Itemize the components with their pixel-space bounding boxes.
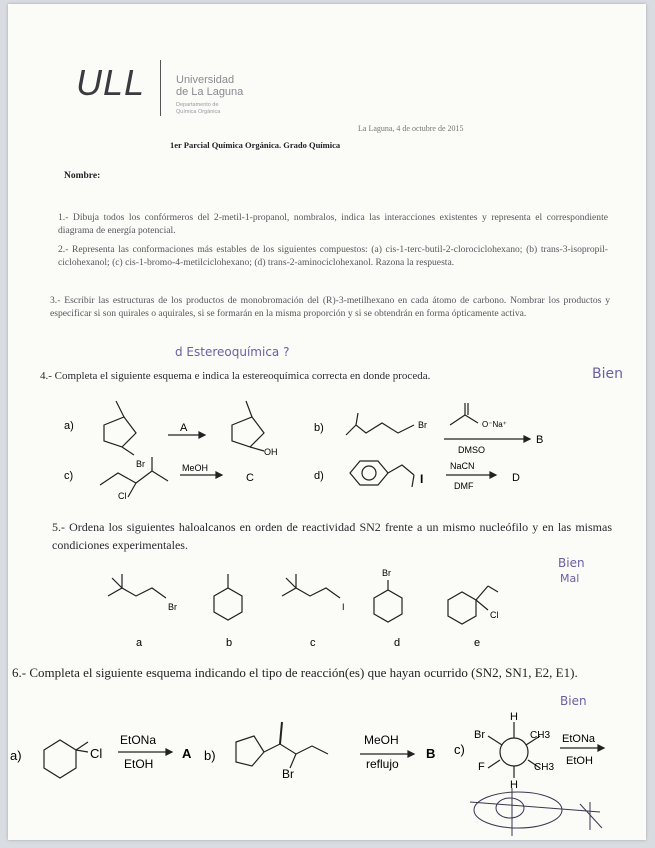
ethyl-bond-6a — [76, 742, 88, 750]
wedge-6b — [280, 722, 282, 744]
university-name — [176, 74, 243, 98]
scheme4-b-br: Br — [418, 420, 427, 430]
scheme4-a-br: Br — [136, 459, 145, 469]
br-bond-a — [122, 447, 134, 455]
scheme6-a-reagent-bottom: EtOH — [124, 757, 154, 771]
handwritten-note-q5-2: Mal — [560, 572, 580, 585]
newman-h-top: H — [510, 711, 518, 723]
scheme4-d-reagent-top: NaCN — [450, 461, 475, 471]
molecule-c-branch2 — [286, 578, 296, 588]
newman-circle — [500, 738, 528, 766]
cyclohexane-ring-6a — [44, 740, 76, 778]
ull-logo: ULL — [76, 62, 146, 103]
alkyl-chain-c — [100, 471, 168, 485]
cl-bond-6a — [76, 750, 88, 752]
scheme6-a-cl: Cl — [90, 746, 103, 761]
question-5: 5.- Ordena los siguientes haloalcanos en orden de reactividad SN2 frente a un mismo nucleófilo y en las mismas condiciones experimentales. — [52, 520, 612, 552]
scheme4-b-product: B — [536, 434, 544, 446]
scheme6-a-label: a) — [10, 748, 22, 763]
scheme-5 — [0, 560, 655, 650]
acetate-b — [450, 415, 478, 425]
department-name — [176, 102, 220, 116]
department-line2: Química Orgánica — [176, 109, 221, 115]
scheme4-b-reagent-bottom: DMSO — [458, 445, 485, 455]
arrowhead-6b — [408, 751, 414, 757]
methyl-bond-a — [116, 401, 124, 417]
newman-f: F — [478, 761, 485, 773]
scheme6-a-reagent-top: EtONa — [120, 733, 157, 747]
handwritten-note-q4: Bien — [592, 366, 623, 382]
molecule-d-label: d — [394, 637, 401, 649]
scheme4-d-reagent-bottom: DMF — [454, 481, 474, 491]
arrowhead-6a — [166, 749, 172, 755]
handwritten-note-q3: d Estereoquímica ? — [175, 345, 290, 359]
handwritten-sketch-6c — [470, 788, 602, 836]
question-4: 4.- Completa el siguiente esquema e indica la estereoquímica correcta en donde proceda. — [40, 370, 431, 382]
newman-ch3-right: CH3 — [530, 730, 551, 741]
molecule-e-halogen: Cl — [490, 610, 499, 620]
scheme4-c-product: C — [246, 472, 254, 484]
cl-bond-c — [128, 483, 136, 497]
handwritten-note-q6: Bien — [560, 694, 587, 708]
scheme4-b-label: b) — [314, 422, 324, 434]
i-bond-d — [412, 475, 414, 487]
molecule-b-label: b — [226, 637, 233, 649]
scheme4-a-label: a) — [64, 420, 74, 432]
scheme4-a-reagent: A — [180, 422, 188, 434]
molecule-e-cl-bond — [476, 600, 488, 610]
scheme4-c-reagent: MeOH — [182, 463, 209, 473]
newman-ch3-bottom: CH3 — [534, 762, 555, 773]
scheme6-b-product: B — [426, 746, 436, 761]
logo-divider — [160, 60, 161, 116]
question-1: 1.- Dibuja todos los confórmeros del 2-metil-1-propanol, nombralos, indica las interacciones existentes y representa el correspondiente diagrama de energía potencial. — [58, 212, 608, 236]
scheme6-c-label: c) — [454, 742, 465, 757]
molecule-e-ring — [448, 592, 476, 624]
scheme4-c-cl: Cl — [118, 491, 127, 501]
name-label: Nombre: — [64, 171, 101, 181]
molecule-a-chain — [108, 588, 166, 598]
question-6: 6.- Completa el siguiente esquema indicando el tipo de reacción(es) que hayan ocurrido (SN2, SN1, E2, E1). — [12, 665, 578, 680]
scheme4-d-i: I — [420, 472, 424, 486]
chain-6b — [264, 744, 328, 754]
scheme6-b-br: Br — [282, 767, 294, 781]
scheme6-c-reagent-bottom: EtOH — [566, 755, 593, 767]
newman-br: Br — [474, 729, 485, 741]
scheme-6 — [0, 708, 655, 843]
arrowhead-a — [199, 432, 205, 438]
molecule-a-label: a — [136, 637, 143, 649]
newman-bond-f — [488, 760, 500, 768]
molecule-d-ring — [374, 590, 402, 622]
cyclopentanol-ring — [232, 417, 264, 447]
side-chain-d — [388, 465, 414, 475]
arrowhead-c — [216, 472, 222, 478]
scheme6-b-reagent-top: MeOH — [364, 733, 399, 747]
molecule-e-isopropyl2 — [488, 586, 498, 592]
scheme-4 — [0, 395, 655, 505]
molecule-a-halogen: Br — [168, 602, 177, 612]
question-2: 2.- Representa las conformaciones más estables de los siguientes compuestos: (a) cis-1-terc-butil-2-clorociclohexano; (b) trans-3-isopropil-ciclohexanol; (c) cis-1-bromo-4-metilciclohexano; (d) trans-2-aminociclohexanol. Razona la respuesta. — [58, 244, 608, 268]
arrowhead-b — [524, 436, 530, 442]
scheme4-b-reagent-top: O⁻Na⁺ — [482, 420, 507, 429]
scheme6-b-reagent-bottom: reflujo — [366, 757, 399, 771]
branch-b — [356, 413, 358, 425]
arrowhead-d — [490, 472, 496, 478]
benzene-aromatic-circle — [362, 466, 376, 480]
molecule-e-label: e — [474, 637, 481, 649]
question-3: 3.- Escribir las estructuras de los productos de monobromación del (R)-3-metilhexano en cada átomo de carbono. Nombrar los productos y especificar si son quirales o aquirales, si se formarán en la misma proporción y si se obtendrán en forma ópticamente activa. — [50, 295, 610, 319]
scheme6-a-product: A — [182, 746, 192, 761]
molecule-b-ring — [214, 588, 242, 620]
oh-bond-a — [250, 447, 264, 451]
molecule-a-branch2 — [112, 578, 122, 588]
exam-date: La Laguna, 4 de octubre de 2015 — [358, 124, 464, 133]
scheme6-c-reagent-top: EtONa — [562, 733, 596, 745]
scheme4-a-oh: OH — [264, 447, 278, 457]
molecule-e-isopropyl — [476, 586, 488, 600]
newman-bond-br — [488, 736, 502, 745]
university-line1: Universidad — [176, 74, 235, 86]
scheme4-d-product: D — [512, 472, 520, 484]
molecule-d-halogen: Br — [382, 568, 391, 578]
cyclopentane-ring-a — [104, 417, 136, 447]
university-line2: de La Laguna — [176, 86, 244, 98]
molecule-c-chain — [282, 588, 340, 598]
scheme4-c-label: c) — [64, 470, 74, 482]
benzene-ring — [350, 461, 388, 485]
department-line1: Departamento de — [176, 102, 219, 108]
newman-h-bottom: H — [510, 779, 518, 791]
methyl-bond-a-product — [246, 401, 252, 417]
br-bond-6b — [290, 754, 296, 768]
exam-title: 1er Parcial Química Orgánica. Grado Química — [170, 140, 341, 150]
cyclopentane-ring-6b — [236, 736, 264, 766]
arrowhead-6c — [598, 745, 604, 751]
molecule-c-label: c — [310, 637, 316, 649]
scheme6-b-label: b) — [204, 748, 216, 763]
molecule-c-halogen: I — [342, 602, 345, 612]
scheme4-d-label: d) — [314, 470, 324, 482]
handwritten-note-q5-1: Bien — [558, 556, 585, 570]
